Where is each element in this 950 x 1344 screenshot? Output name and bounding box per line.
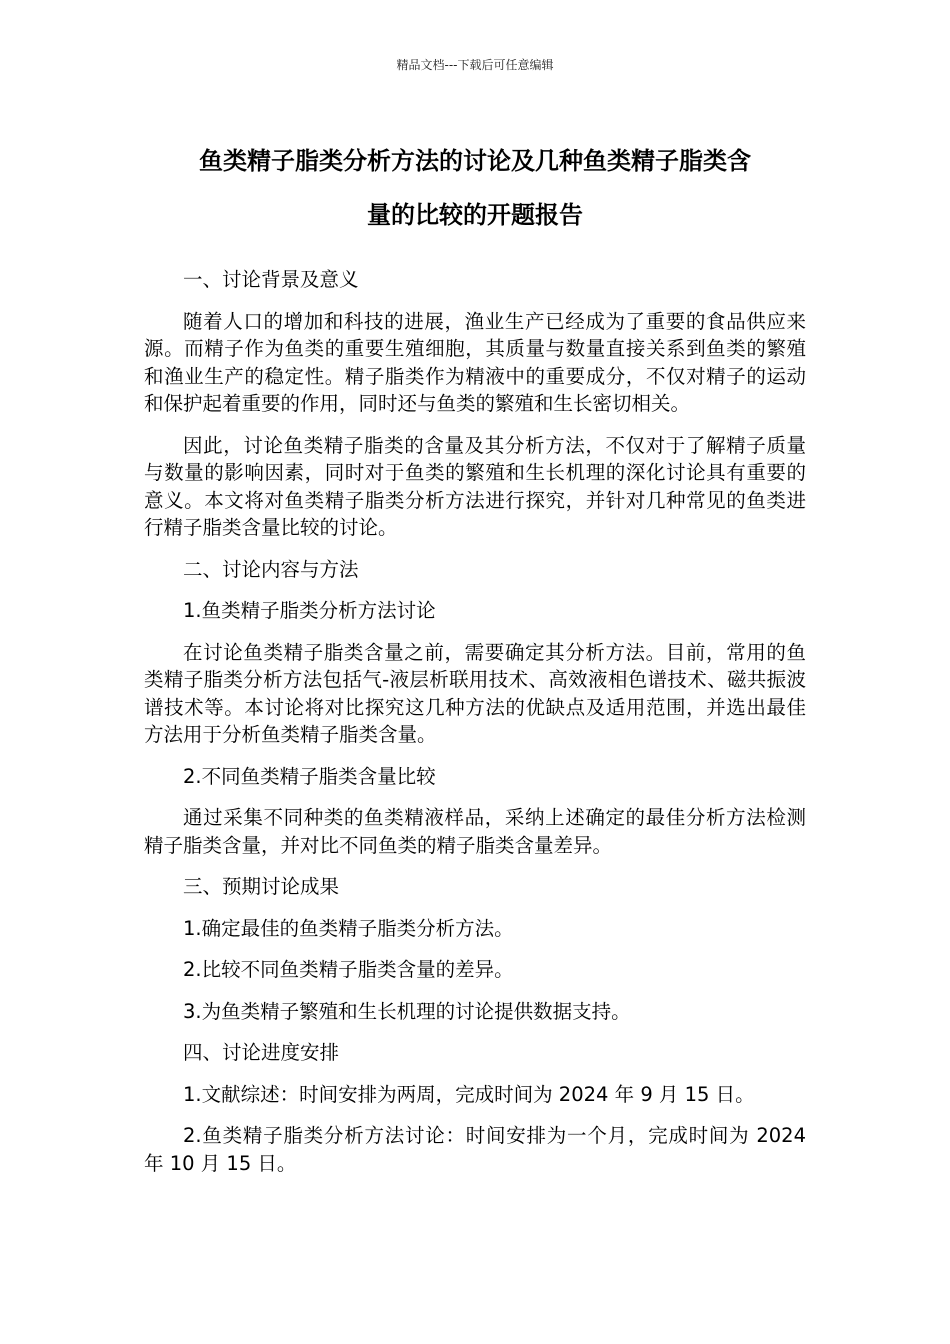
title-line-1: 鱼类精子脂类分析方法的讨论及几种鱼类精子脂类含 <box>199 147 751 175</box>
list-item-schedule-2: 2.鱼类精子脂类分析方法讨论：时间安排为一个月，完成时间为 2024 年 10 月 15 日。 <box>144 1124 806 1175</box>
paragraph-analysis-method: 在讨论鱼类精子脂类含量之前，需要确定其分析方法。目前，常用的鱼类精子脂类分析方法包括气-液层析联用技术、高效液相色谱技术、磁共振波谱技术等。本讨论将对比探究这几种方法的优缺点及适用范围，并选出最佳方法用于分析鱼类精子脂类含量。 <box>144 640 806 746</box>
section-heading-background: 一、讨论背景及意义 <box>183 268 359 291</box>
paragraph-content-comparison: 通过采集不同种类的鱼类精液样品，采纳上述确定的最佳分析方法检测精子脂类含量，并对比不同鱼类的精子脂类含量差异。 <box>144 806 806 857</box>
list-item-result-2: 2.比较不同鱼类精子脂类含量的差异。 <box>183 958 514 981</box>
document-title <box>120 134 830 242</box>
header-note: 精品文档---下载后可任意编辑 <box>396 58 554 72</box>
subheading-analysis-method: 1.鱼类精子脂类分析方法讨论 <box>183 599 436 622</box>
list-item-result-1: 1.确定最佳的鱼类精子脂类分析方法。 <box>183 916 514 940</box>
section-heading-expected-results: 三、预期讨论成果 <box>183 875 340 898</box>
section-heading-schedule: 四、讨论进度安排 <box>183 1041 340 1064</box>
section-heading-content-methods: 二、讨论内容与方法 <box>183 557 359 581</box>
subheading-content-comparison: 2.不同鱼类精子脂类含量比较 <box>183 764 436 788</box>
title-line-2: 量的比较的开题报告 <box>367 201 583 229</box>
paragraph-background-1: 随着人口的增加和科技的进展，渔业生产已经成为了重要的食品供应来源。而精子作为鱼类的重要生殖细胞，其质量与数量直接关系到鱼类的繁殖和渔业生产的稳定性。精子脂类作为精液中的重要成分，不仅对精子的运动和保护起着重要的作用，同时还与鱼类的繁殖和生长密切相关。 <box>144 309 806 415</box>
document-body <box>144 266 806 1191</box>
paragraph-background-2: 因此，讨论鱼类精子脂类的含量及其分析方法，不仅对于了解精子质量与数量的影响因素，同时对于鱼类的繁殖和生长机理的深化讨论具有重要的意义。本文将对鱼类精子脂类分析方法进行探究，并针对几种常见的鱼类进行精子脂类含量比较的讨论。 <box>144 433 806 539</box>
list-item-schedule-1: 1.文献综述：时间安排为两周，完成时间为 2024 年 9 月 15 日。 <box>183 1082 755 1106</box>
list-item-result-3: 3.为鱼类精子繁殖和生长机理的讨论提供数据支持。 <box>183 999 631 1023</box>
